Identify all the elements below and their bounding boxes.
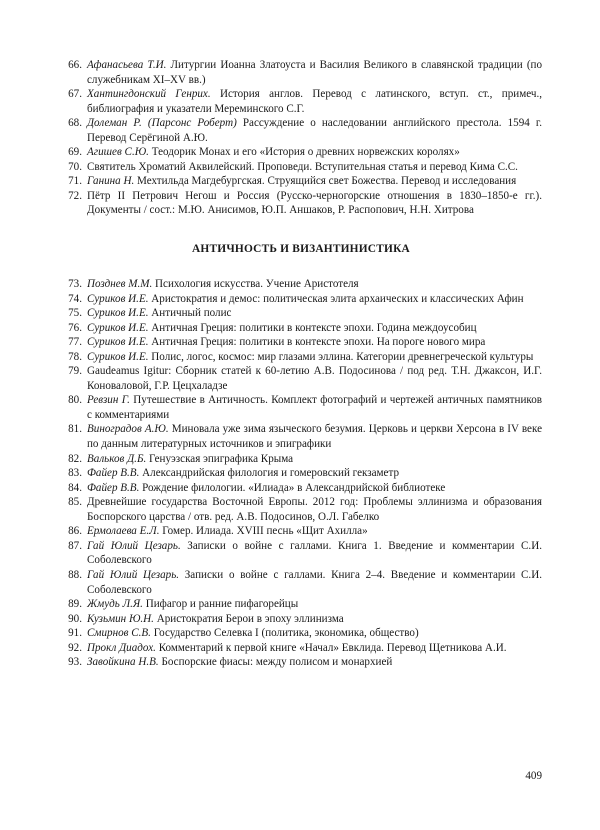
entry-author: Кузьмин Ю.Н. — [87, 612, 154, 625]
entry-text — [87, 524, 542, 539]
bibliography-entry — [60, 597, 542, 612]
entry-title: Рассуждение о наследовании английского престола. 1594 г. Перевод Серёгиной А.Ю. — [87, 117, 542, 144]
bibliography-list-section-2 — [60, 277, 542, 670]
bibliography-entry — [60, 495, 542, 524]
bibliography-entry — [60, 655, 542, 670]
entry-text — [87, 612, 542, 627]
entry-text — [87, 364, 542, 393]
bibliography-entry — [60, 189, 542, 218]
entry-author: Суриков И.Е. — [87, 321, 149, 334]
bibliography-entry — [60, 364, 542, 393]
entry-author: Агишев С.Ю. — [87, 146, 149, 159]
bibliography-entry — [60, 452, 542, 467]
entry-author: Афанасьева Т.И. — [87, 59, 167, 71]
entry-title: История англов. Перевод с латинского, вступ. ст., примеч., библиография и указатели Мереминского С.Г. — [87, 88, 543, 115]
entry-text — [87, 539, 542, 568]
bibliography-entry — [60, 539, 542, 568]
bibliography-entry — [60, 116, 542, 145]
entry-text — [87, 87, 542, 116]
bibliography-entry — [60, 292, 542, 307]
entry-text — [87, 422, 542, 451]
entry-title: Записки о войне с галлами. Книга 2–4. Введение и комментарии С.И. Соболевского — [87, 568, 542, 596]
entry-text — [87, 116, 542, 145]
entry-text — [87, 145, 542, 160]
bibliography-entry — [60, 306, 542, 321]
entry-number: 92. — [68, 641, 82, 654]
page-content — [60, 58, 542, 670]
entry-text — [87, 189, 542, 218]
bibliography-entry — [60, 174, 542, 189]
entry-text — [87, 568, 542, 597]
entry-title: Литургии Иоанна Златоуста и Василия Великого в славянской традиции (по служебникам XI–XV вв.) — [87, 59, 542, 86]
entry-text — [87, 58, 542, 87]
bibliography-entry — [60, 481, 542, 496]
entry-author: Виноградов А.Ю. — [87, 423, 169, 436]
entry-author: Хантингдонский Генрих. — [87, 88, 211, 101]
entry-title: Полис, логос, космос: мир глазами эллина. Категории древнегреческой культуры — [148, 350, 534, 363]
bibliography-entry — [60, 160, 542, 175]
entry-number: 83. — [68, 467, 82, 480]
entry-text — [87, 641, 542, 656]
entry-number: 89. — [68, 598, 82, 611]
entry-number: 91. — [68, 627, 82, 640]
entry-title: Аристократия Берои в эпоху эллинизма — [153, 612, 344, 625]
entry-text — [87, 160, 542, 175]
bibliography-entry — [60, 612, 542, 627]
bibliography-entry — [60, 641, 542, 656]
entry-text — [87, 292, 542, 307]
bibliography-entry — [60, 422, 542, 451]
entry-author: Файер В.В. — [87, 481, 140, 494]
page-number: 409 — [525, 770, 542, 782]
entry-title: Античная Греция: политики в контексте эпохи. На пороге нового мира — [148, 336, 486, 349]
entry-number: 72. — [68, 189, 82, 202]
entry-number: 85. — [68, 496, 82, 509]
bibliography-entry — [60, 145, 542, 160]
entry-number: 67. — [68, 88, 82, 101]
entry-number: 71. — [68, 175, 82, 188]
entry-title: Пётр II Петрович Негош и Россия (Русско-черногорские отношения в 1830–1850-е гг.). Документы / сост.: М.Ю. Анисимов, Ю.П. Аншаков, Р. Распопович, Н.Н. Хитрова — [87, 189, 542, 217]
entry-text — [87, 466, 542, 481]
entry-author: Долеман Р. (Парсонс Роберт) — [87, 117, 237, 130]
entry-number: 93. — [68, 656, 82, 669]
entry-title: Записки о войне с галлами. Книга 1. Введение и комментарии С.И. Соболевского — [87, 539, 542, 567]
entry-title: Gaudeamus Igitur: Сборник статей к 60-летию А.В. Подосинова / под ред. Т.Н. Джаксон, И.Г. Коноваловой, Г.Р. Цецхаладзе — [87, 365, 542, 392]
entry-number: 86. — [68, 525, 82, 538]
bibliography-list-section-1 — [60, 58, 542, 218]
entry-title: Генуэзская эпиграфика Крыма — [146, 452, 294, 465]
bibliography-entry — [60, 626, 542, 641]
entry-title: Александрийская филология и гомеровский гекзаметр — [139, 467, 400, 480]
entry-author: Прокл Диадох. — [87, 641, 156, 654]
entry-text — [87, 321, 542, 336]
entry-number: 81. — [68, 423, 82, 436]
entry-title: Психология искусства. Учение Аристотеля — [152, 278, 359, 291]
entry-title: Мехтильда Магдебургская. Струящийся свет Божества. Перевод и исследования — [134, 175, 517, 188]
entry-number: 66. — [68, 59, 82, 71]
entry-title: Путешествие в Античность. Комплект фотографий и чертежей античных памятников с комментариями — [87, 394, 543, 421]
entry-text — [87, 481, 542, 496]
entry-title: Святитель Хроматий Аквилейский. Проповеди. Вступительная статья и перевод Кима С.С. — [87, 160, 518, 173]
entry-number: 68. — [68, 117, 82, 130]
bibliography-entry — [60, 277, 542, 292]
entry-text — [87, 306, 542, 321]
entry-title: Пифагор и ранние пифагорейцы — [142, 598, 299, 611]
entry-author: Ермолаева Е.Л. — [87, 525, 160, 538]
entry-title: Гомер. Илиада. XVIII песнь «Щит Ахилла» — [159, 525, 368, 538]
entry-number: 74. — [68, 292, 82, 305]
entry-author: Гай Юлий Цезарь. — [87, 539, 181, 552]
entry-number: 76. — [68, 321, 82, 334]
entry-author: Позднев М.М. — [87, 278, 153, 291]
entry-title: Рождение филологии. «Илиада» в Александрийской библиотеке — [139, 481, 446, 494]
entry-title: Государство Селевка I (политика, экономика, общество) — [150, 627, 419, 640]
entry-number: 80. — [68, 394, 82, 407]
section-heading-antiquity-byzantine: АНТИЧНОСТЬ И ВИЗАНТИНИСТИКА — [192, 243, 410, 256]
bibliography-entry — [60, 350, 542, 365]
entry-number: 87. — [68, 539, 82, 552]
heading-spacer-below — [60, 255, 542, 277]
entry-author: Суриков И.Е. — [87, 307, 149, 320]
entry-author: Завойкина Н.В. — [87, 656, 159, 669]
bibliography-entry — [60, 393, 542, 422]
entry-number: 69. — [68, 146, 82, 159]
entry-title: Древнейшие государства Восточной Европы. 2012 год: Проблемы эллинизма и образования Боспорского царства / отв. ред. А.В. Подосинов, О.Л. Габелко — [87, 496, 542, 523]
entry-number: 73. — [68, 278, 82, 291]
entry-author: Вальков Д.Б. — [87, 452, 147, 465]
entry-title: Античный полис — [148, 307, 232, 320]
entry-number: 90. — [68, 612, 82, 625]
entry-number: 84. — [68, 481, 82, 494]
entry-author: Гай Юлий Цезарь. — [87, 568, 180, 581]
entry-number: 70. — [68, 160, 82, 173]
entry-number: 88. — [68, 568, 82, 581]
bibliography-entry — [60, 524, 542, 539]
entry-text — [87, 655, 542, 670]
entry-number: 78. — [68, 350, 82, 363]
entry-text — [87, 495, 542, 524]
entry-author: Суриков И.Е. — [87, 350, 149, 363]
entry-text — [87, 452, 542, 467]
bibliography-entry — [60, 321, 542, 336]
heading-spacer-above — [60, 218, 542, 243]
entry-number: 82. — [68, 452, 82, 465]
entry-author: Ганина Н. — [87, 175, 135, 188]
entry-title: Комментарий к первой книге «Начал» Евклида. Перевод Щетникова А.И. — [155, 641, 507, 654]
bibliography-entry — [60, 466, 542, 481]
entry-text — [87, 350, 542, 365]
bibliography-entry — [60, 568, 542, 597]
entry-title: Миновала уже зима языческого безумия. Церковь и церкви Херсона в IV веке по данным литературных источников и эпиграфики — [87, 423, 542, 451]
entry-text — [87, 174, 542, 189]
entry-number: 77. — [68, 336, 82, 349]
entry-text — [87, 626, 542, 641]
entry-author: Суриков И.Е. — [87, 292, 149, 305]
entry-title: Аристократия и демос: политическая элита архаических и классических Афин — [148, 292, 524, 305]
entry-author: Жмудь Л.Я. — [87, 598, 143, 611]
entry-number: 79. — [68, 365, 82, 378]
entry-title: Теодорик Монах и его «История о древних норвежских королях» — [148, 146, 460, 159]
entry-text — [87, 597, 542, 612]
entry-author: Суриков И.Е. — [87, 336, 149, 349]
entry-text — [87, 393, 542, 422]
entry-text — [87, 277, 542, 292]
entry-author: Ревзин Г. — [87, 394, 130, 407]
bibliography-entry — [60, 58, 542, 87]
entry-title: Античная Греция: политики в контексте эпохи. Година междоусобиц — [148, 321, 477, 334]
entry-title: Боспорские фиасы: между полисом и монархией — [158, 656, 393, 669]
bibliography-entry — [60, 87, 542, 116]
entry-author: Файер В.В. — [87, 467, 140, 480]
bibliography-entry — [60, 335, 542, 350]
entry-number: 75. — [68, 307, 82, 320]
entry-author: Смирнов С.В. — [87, 627, 151, 640]
entry-text — [87, 335, 542, 350]
